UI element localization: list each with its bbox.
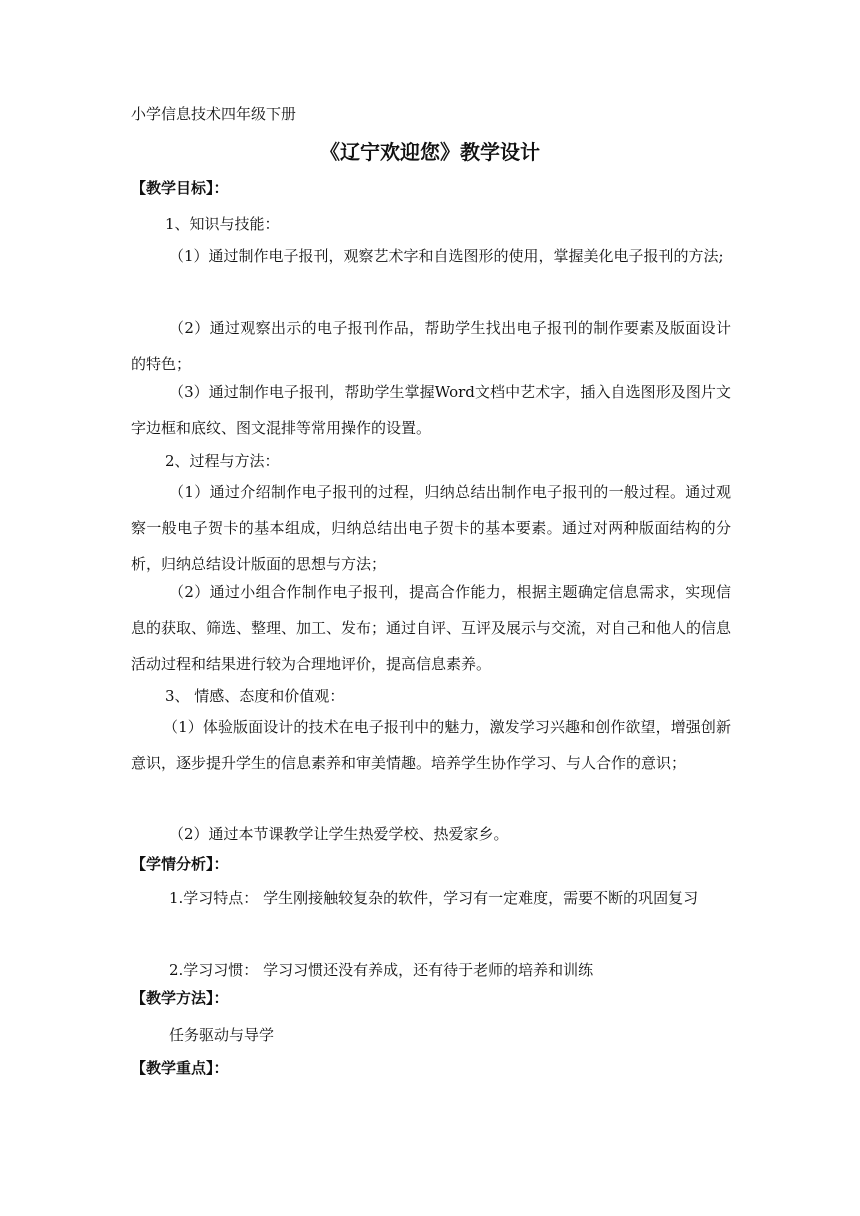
process-item-1: （1）通过介绍制作电子报刊的过程，归纳总结出制作电子报刊的一般过程。通过观察一般电子贺卡的基本组成，归纳总结出电子贺卡的基本要素。通过对两种版面结构的分析，归纳总结设计版面的思想与方法； bbox=[131, 483, 731, 573]
section-heading-analysis: 【学情分析】： bbox=[131, 855, 229, 873]
subheading-knowledge: 1、知识与技能： bbox=[165, 215, 280, 233]
analysis-item-2: 2.学习习惯： 学习习惯还没有养成，还有待于老师的培养和训练 bbox=[169, 961, 594, 979]
subheading-process: 2、过程与方法： bbox=[165, 452, 280, 470]
knowledge-item-2: （2）通过观察出示的电子报刊作品，帮助学生找出电子报刊的制作要素及版面设计的特色； bbox=[131, 319, 731, 373]
section-heading-method: 【教学方法】： bbox=[131, 989, 229, 1007]
knowledge-item-3: （3）通过制作电子报刊，帮助学生掌握Word文档中艺术字，插入自选图形及图片文字边框和底纹、图文混排等常用操作的设置。 bbox=[131, 383, 731, 437]
analysis-item-1: 1.学习特点： 学生刚接触较复杂的软件，学习有一定难度，需要不断的巩固复习 bbox=[169, 889, 699, 907]
section-heading-goals: 【教学目标】： bbox=[131, 179, 229, 197]
document-title: 《辽宁欢迎您》教学设计 bbox=[320, 140, 540, 164]
process-item-2: （2）通过小组合作制作电子报刊，提高合作能力，根据主题确定信息需求，实现信息的获取、筛选、整理、加工、发布；通过自评、互评及展示与交流，对自己和他人的信息活动过程和结果进行较为合理地评价，提高信息素养。 bbox=[131, 583, 732, 673]
subheading-emotion: 3、 情感、态度和价值观： bbox=[165, 687, 345, 705]
emotion-item-2: （2）通过本节课教学让学生热爱学校、热爱家乡。 bbox=[169, 825, 509, 843]
document-header: 小学信息技术四年级下册 bbox=[131, 105, 297, 123]
method-text: 任务驱动与导学 bbox=[169, 1026, 275, 1044]
knowledge-item-1: （1）通过制作电子报刊，观察艺术字和自选图形的使用，掌握美化电子报刊的方法; bbox=[169, 247, 724, 265]
emotion-item-1: （1）体验版面设计的技术在电子报刊中的魅力，激发学习兴趣和创作欲望，增强创新意识，逐步提升学生的信息素养和审美情趣。培养学生协作学习、与人合作的意识； bbox=[131, 718, 731, 772]
section-heading-focus: 【教学重点】： bbox=[131, 1059, 229, 1077]
